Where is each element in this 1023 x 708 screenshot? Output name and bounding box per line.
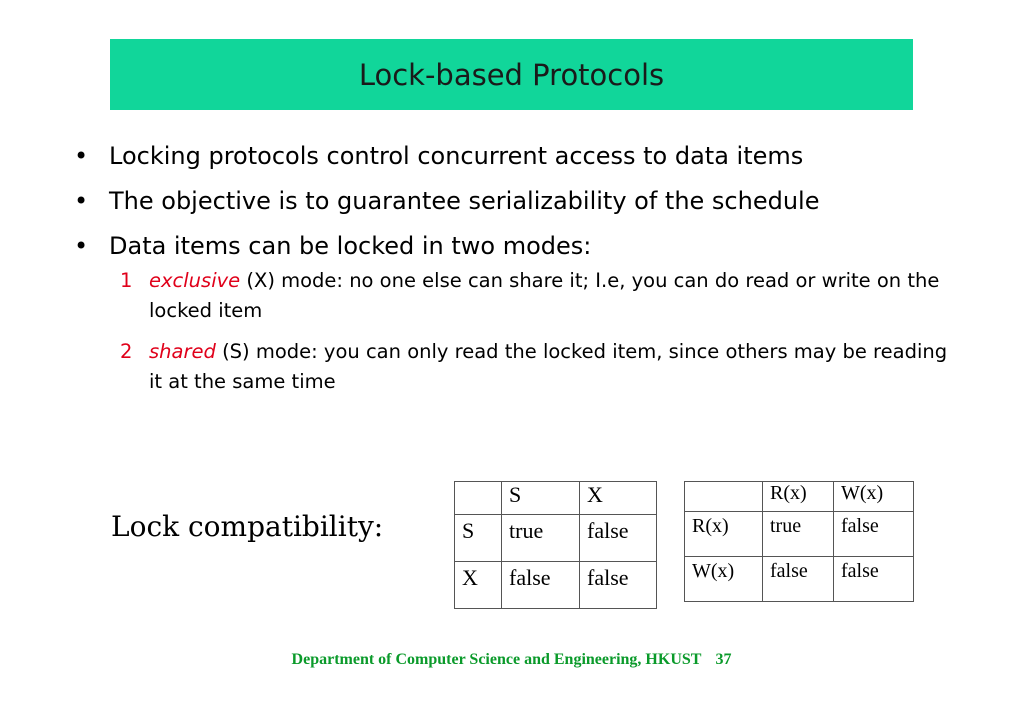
slide-title: Lock-based Protocols	[358, 57, 665, 92]
bullet-item	[74, 179, 974, 224]
table-cell: R(x)	[685, 512, 763, 557]
sub-item-exclusive	[120, 266, 960, 326]
title-banner	[110, 39, 913, 110]
table-cell: S	[455, 515, 502, 562]
bullet-list	[74, 134, 974, 269]
lock-compatibility-label: Lock compatibility:	[111, 510, 384, 543]
table-row	[455, 515, 657, 562]
bullet-text: Data items can be locked in two modes:	[109, 232, 592, 260]
sub-item-body	[149, 337, 960, 397]
page-number: 37	[715, 651, 732, 668]
table-cell: true	[763, 512, 834, 557]
footer-text: Department of Computer Science and Engineering, HKUST	[291, 651, 702, 668]
table-cell: false	[580, 515, 657, 562]
sub-item-emphasis: shared	[149, 340, 216, 363]
table-cell: R(x)	[763, 482, 834, 512]
table-cell: X	[455, 562, 502, 609]
table-cell: false	[580, 562, 657, 609]
table-cell: X	[580, 482, 657, 515]
bullet-dot-icon: •	[74, 232, 89, 260]
table-row	[455, 562, 657, 609]
table-cell: false	[834, 557, 914, 602]
table-cell: true	[502, 515, 580, 562]
sub-item-number: 2	[120, 340, 133, 363]
bullet-item	[74, 134, 974, 179]
table-cell: false	[763, 557, 834, 602]
table-cell: false	[834, 512, 914, 557]
lock-compat-table-rw	[684, 481, 914, 602]
sub-item-emphasis: exclusive	[149, 269, 241, 292]
table-cell	[685, 482, 763, 512]
table-header-row	[685, 482, 914, 512]
table-cell: false	[502, 562, 580, 609]
bullet-dot-icon: •	[74, 187, 89, 215]
table-cell: S	[502, 482, 580, 515]
bullet-item	[74, 224, 974, 269]
slide-footer	[0, 651, 1023, 669]
lock-compat-table-sx	[454, 481, 657, 609]
table-row	[685, 557, 914, 602]
sub-item-text: (X) mode: no one else can share it; I.e, you can do read or write on the locked item	[149, 269, 940, 322]
table-row	[685, 512, 914, 557]
bullet-text: Locking protocols control concurrent access to data items	[109, 142, 804, 170]
table-cell: W(x)	[834, 482, 914, 512]
sub-item-body	[149, 266, 960, 326]
table-cell: W(x)	[685, 557, 763, 602]
bullet-text: The objective is to guarantee serializability of the schedule	[109, 187, 820, 215]
sub-item-number: 1	[120, 269, 133, 292]
table-cell	[455, 482, 502, 515]
sub-item-shared	[120, 337, 960, 397]
sub-item-text: (S) mode: you can only read the locked item, since others may be reading it at the same time	[149, 340, 948, 393]
table-header-row	[455, 482, 657, 515]
bullet-dot-icon: •	[74, 142, 89, 170]
